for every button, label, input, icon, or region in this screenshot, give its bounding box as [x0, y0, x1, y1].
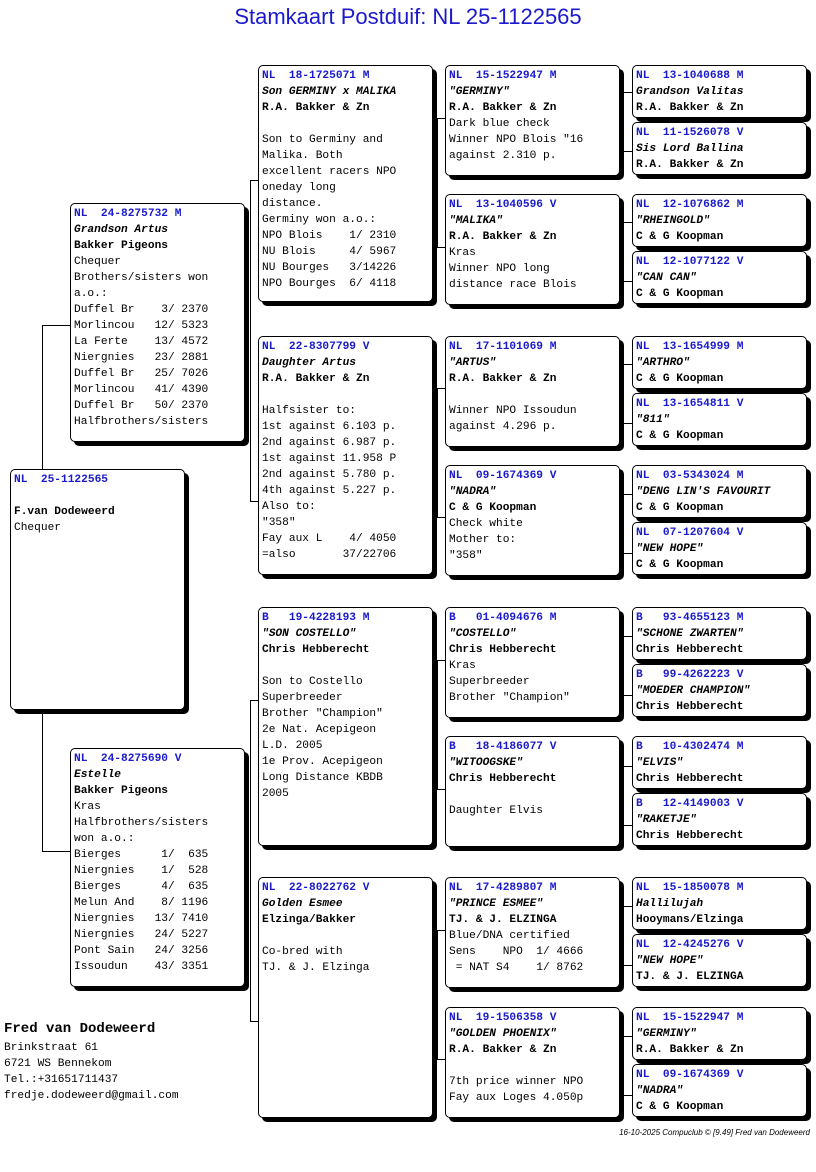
ancestor-8-name: "SCHONE ZWARTEN"	[636, 628, 744, 640]
ancestor-3-name: "CAN CAN"	[636, 272, 697, 284]
grandparent-4-name: "COSTELLO"	[449, 628, 517, 640]
ancestor-8-card	[632, 607, 807, 660]
note-line: Blue/DNA certified	[449, 930, 570, 942]
ancestor-5-card	[632, 393, 807, 446]
ancestor-4-owner: C & G Koopman	[636, 373, 724, 385]
note-line	[449, 787, 616, 803]
ancestor-14-card	[632, 1007, 807, 1060]
note-line: 2nd against 6.987 p.	[262, 437, 397, 449]
ancestor-13-card	[632, 934, 807, 987]
ancestor-7-owner: C & G Koopman	[636, 559, 724, 571]
ancestor-5-name: "811"	[636, 414, 670, 426]
note-line: Superbreeder	[262, 692, 343, 704]
ancestor-14-ring: NL 15-1522947 M	[636, 1012, 744, 1024]
credit-line: 16-10-2025 Compuclub © [9.49] Fred van Dodeweerd	[619, 1128, 810, 1137]
note-line: Co-bred with	[262, 946, 343, 958]
note-line: NU Bourges 3/14226	[262, 262, 397, 274]
note-line: Morlincou 41/ 4390	[74, 384, 209, 396]
ancestor-14-owner: R.A. Bakker & Zn	[636, 1044, 744, 1056]
breeder-name: Fred van Dodeweerd	[4, 1021, 156, 1037]
ancestor-10-owner: Chris Hebberecht	[636, 773, 744, 785]
grandparent-7-owner: R.A. Bakker & Zn	[449, 1044, 557, 1056]
subject-owner: F.van Dodeweerd	[14, 506, 115, 518]
ancestor-15-ring: NL 09-1674369 V	[636, 1069, 744, 1081]
ancestor-14-name: "GERMINY"	[636, 1028, 697, 1040]
note-line: Melun And 8/ 1196	[74, 897, 209, 909]
parent-0-card	[258, 65, 433, 302]
parent-3-ring: NL 22-8022762 V	[262, 882, 370, 894]
ancestor-6-owner: C & G Koopman	[636, 502, 724, 514]
note-line: Brother "Champion"	[262, 708, 383, 720]
subject-name	[14, 488, 181, 504]
grandparent-1-owner: R.A. Bakker & Zn	[449, 231, 557, 243]
note-line: Fay aux Loges 4.050p	[449, 1092, 584, 1104]
grandparent-0-ring: NL 15-1522947 M	[449, 70, 557, 82]
grandparent-7-name: "GOLDEN PHOENIX"	[449, 1028, 557, 1040]
parent-2-name: "SON COSTELLO"	[262, 628, 356, 640]
note-line: Morlincou 12/ 5323	[74, 320, 209, 332]
grandparent-3-owner: C & G Koopman	[449, 502, 537, 514]
note-line: Also to:	[262, 501, 316, 513]
ancestor-2-name: "RHEINGOLD"	[636, 215, 710, 227]
note-line: 1st against 11.958 P	[262, 453, 397, 465]
ancestor-8-ring: B 93-4655123 M	[636, 612, 744, 624]
breeder-info	[4, 1018, 179, 1104]
note-line: Kras	[449, 247, 476, 259]
parent-1-card	[258, 336, 433, 575]
breeder-phone: Tel.:+31651711437	[4, 1074, 119, 1086]
note-line: NPO Blois 1/ 2310	[262, 230, 397, 242]
grandparent-2-owner: R.A. Bakker & Zn	[449, 373, 557, 385]
note-line: Halfbrothers/sisters	[74, 416, 209, 428]
note-line: Sens NPO 1/ 4666	[449, 946, 584, 958]
grandparent-1-card	[445, 194, 620, 305]
note-line: 2005	[262, 788, 289, 800]
note-line	[262, 116, 429, 132]
note-line: Son to Costello	[262, 676, 363, 688]
dam-owner: Bakker Pigeons	[74, 785, 168, 797]
note-line: 7th price winner NPO	[449, 1076, 584, 1088]
breeder-address: Brinkstraat 61	[4, 1042, 98, 1054]
ancestor-10-name: "ELVIS"	[636, 757, 683, 769]
ancestor-7-ring: NL 07-1207604 V	[636, 527, 744, 539]
ancestor-11-ring: B 12-4149003 V	[636, 798, 744, 810]
note-line: a.o.:	[74, 288, 108, 300]
ancestor-1-name: Sis Lord Ballina	[636, 143, 744, 155]
sire-owner: Bakker Pigeons	[74, 240, 168, 252]
ancestor-11-owner: Chris Hebberecht	[636, 830, 744, 842]
note-line: 1st against 6.103 p.	[262, 421, 397, 433]
grandparent-3-name: "NADRA"	[449, 486, 496, 498]
ancestor-10-card	[632, 736, 807, 789]
ancestor-9-card	[632, 664, 807, 717]
grandparent-4-owner: Chris Hebberecht	[449, 644, 557, 656]
sire-card	[70, 203, 245, 442]
ancestor-15-owner: C & G Koopman	[636, 1101, 724, 1113]
grandparent-7-card	[445, 1007, 620, 1118]
note-line: against 2.310 p.	[449, 150, 557, 162]
dam-card	[70, 748, 245, 987]
grandparent-3-ring: NL 09-1674369 V	[449, 470, 557, 482]
dam-ring: NL 24-8275690 V	[74, 753, 182, 765]
parent-2-card	[258, 607, 433, 846]
sire-notes	[74, 254, 241, 430]
ancestor-4-name: "ARTHRO"	[636, 357, 690, 369]
note-line: Daughter Elvis	[449, 805, 543, 817]
grandparent-1-ring: NL 13-1040596 V	[449, 199, 557, 211]
grandparent-0-name: "GERMINY"	[449, 86, 510, 98]
ancestor-0-owner: R.A. Bakker & Zn	[636, 102, 744, 114]
ancestor-4-ring: NL 13-1654999 M	[636, 341, 744, 353]
grandparent-6-ring: NL 17-4289807 M	[449, 882, 557, 894]
note-line: Dark blue check	[449, 118, 550, 130]
note-line: 1e Prov. Acepigeon	[262, 756, 383, 768]
note-line: Niergnies 23/ 2881	[74, 352, 209, 364]
parent-1-owner: R.A. Bakker & Zn	[262, 373, 370, 385]
sire-ring: NL 24-8275732 M	[74, 208, 182, 220]
ancestor-2-owner: C & G Koopman	[636, 231, 724, 243]
ancestor-3-owner: C & G Koopman	[636, 288, 724, 300]
ancestor-13-owner: TJ. & J. ELZINGA	[636, 971, 744, 983]
parent-3-card	[258, 877, 433, 1118]
subject-card	[10, 469, 185, 710]
ancestor-2-ring: NL 12-1076862 M	[636, 199, 744, 211]
note-line: Niergnies 24/ 5227	[74, 929, 209, 941]
grandparent-4-ring: B 01-4094676 M	[449, 612, 557, 624]
grandparent-5-ring: B 18-4186077 V	[449, 741, 557, 753]
ancestor-15-name: "NADRA"	[636, 1085, 683, 1097]
ancestor-11-card	[632, 793, 807, 846]
note-line: Winner NPO Blois "16	[449, 134, 584, 146]
grandparent-0-card	[445, 65, 620, 176]
note-line: Pont Sain 24/ 3256	[74, 945, 209, 957]
note-line: La Ferte 13/ 4572	[74, 336, 209, 348]
grandparent-5-name: "WITOOGSKE"	[449, 757, 523, 769]
note-line: = NAT S4 1/ 8762	[449, 962, 584, 974]
dam-notes	[74, 799, 241, 975]
note-line: against 4.296 p.	[449, 421, 557, 433]
note-line: distance race Blois	[449, 279, 577, 291]
ancestor-5-owner: C & G Koopman	[636, 430, 724, 442]
note-line: Long Distance KBDB	[262, 772, 383, 784]
parent-3-owner: Elzinga/Bakker	[262, 914, 356, 926]
grandparent-7-ring: NL 19-1506358 V	[449, 1012, 557, 1024]
grandparent-6-name: "PRINCE ESMEE"	[449, 898, 543, 910]
note-line: distance.	[262, 198, 323, 210]
grandparent-3-card	[445, 465, 620, 576]
grandparent-2-name: "ARTUS"	[449, 357, 496, 369]
note-line: "358"	[262, 517, 296, 529]
note-line: Winner NPO Issoudun	[449, 405, 577, 417]
ancestor-1-owner: R.A. Bakker & Zn	[636, 159, 744, 171]
note-line: TJ. & J. Elzinga	[262, 962, 370, 974]
note-line: Brothers/sisters won	[74, 272, 209, 284]
note-line: Superbreeder	[449, 676, 530, 688]
note-line: Duffel Br 50/ 2370	[74, 400, 209, 412]
grandparent-6-owner: TJ. & J. ELZINGA	[449, 914, 557, 926]
note-line: Kras	[74, 801, 101, 813]
subject-ring: NL 25-1122565	[14, 474, 108, 486]
parent-0-owner: R.A. Bakker & Zn	[262, 102, 370, 114]
grandparent-4-card	[445, 607, 620, 718]
note-line: Malika. Both	[262, 150, 343, 162]
ancestor-1-ring: NL 11-1526078 V	[636, 127, 744, 139]
ancestor-9-owner: Chris Hebberecht	[636, 701, 744, 713]
note-line: Check white	[449, 518, 523, 530]
ancestor-0-card	[632, 65, 807, 118]
note-line	[262, 928, 429, 944]
note-line: Duffel Br 3/ 2370	[74, 304, 209, 316]
ancestor-3-ring: NL 12-1077122 V	[636, 256, 744, 268]
parent-3-name: Golden Esmee	[262, 898, 343, 910]
parent-0-name: Son GERMINY x MALIKA	[262, 86, 397, 98]
ancestor-1-card	[632, 122, 807, 175]
note-line	[449, 1058, 616, 1074]
ancestor-3-card	[632, 251, 807, 304]
ancestor-6-ring: NL 03-5343024 M	[636, 470, 744, 482]
page-title: Stamkaart Postduif: NL 25-1122565	[234, 4, 582, 29]
note-line: won a.o.:	[74, 833, 135, 845]
note-line: Fay aux L 4/ 4050	[262, 533, 397, 545]
ancestor-15-card	[632, 1064, 807, 1117]
ancestor-11-name: "RAKETJE"	[636, 814, 697, 826]
ancestor-10-ring: B 10-4302474 M	[636, 741, 744, 753]
grandparent-5-owner: Chris Hebberecht	[449, 773, 557, 785]
ancestor-7-card	[632, 522, 807, 575]
grandparent-6-card	[445, 877, 620, 988]
note-line: NU Blois 4/ 5967	[262, 246, 397, 258]
note-line: "358"	[449, 550, 483, 562]
dam-name: Estelle	[74, 769, 121, 781]
note-line: Niergnies 1/ 528	[74, 865, 209, 877]
note-line: =also 37/22706	[262, 549, 397, 561]
note-line: Niergnies 13/ 7410	[74, 913, 209, 925]
note-line: Kras	[449, 660, 476, 672]
ancestor-13-ring: NL 12-4245276 V	[636, 939, 744, 951]
note-line: Halfbrothers/sisters	[74, 817, 209, 829]
note-line: Brother "Champion"	[449, 692, 570, 704]
grandparent-0-owner: R.A. Bakker & Zn	[449, 102, 557, 114]
sire-name: Grandson Artus	[74, 224, 168, 236]
note-line: 4th against 5.227 p.	[262, 485, 397, 497]
grandparent-5-card	[445, 736, 620, 847]
note-line: Mother to:	[449, 534, 517, 546]
note-line	[262, 658, 429, 674]
ancestor-8-owner: Chris Hebberecht	[636, 644, 744, 656]
parent-1-ring: NL 22-8307799 V	[262, 341, 370, 353]
note-line: 2e Nat. Acepigeon	[262, 724, 377, 736]
parent-2-owner: Chris Hebberecht	[262, 644, 370, 656]
ancestor-12-name: Hallilujah	[636, 898, 704, 910]
note-line	[449, 387, 616, 403]
ancestor-7-name: "NEW HOPE"	[636, 543, 704, 555]
ancestor-0-ring: NL 13-1040688 M	[636, 70, 744, 82]
ancestor-9-name: "MOEDER CHAMPION"	[636, 685, 751, 697]
grandparent-1-name: "MALIKA"	[449, 215, 503, 227]
note-line: L.D. 2005	[262, 740, 323, 752]
breeder-email: fredje.dodeweerd@gmail.com	[4, 1090, 179, 1102]
note-line: Germiny won a.o.:	[262, 214, 377, 226]
note-line: Bierges 1/ 635	[74, 849, 209, 861]
grandparent-2-card	[445, 336, 620, 447]
parent-0-ring: NL 18-1725071 M	[262, 70, 370, 82]
grandparent-2-ring: NL 17-1101069 M	[449, 341, 557, 353]
subject-line: Chequer	[14, 522, 61, 534]
note-line: Winner NPO long	[449, 263, 550, 275]
note-line: Son to Germiny and	[262, 134, 383, 146]
note-line	[262, 387, 429, 403]
ancestor-2-card	[632, 194, 807, 247]
ancestor-12-ring: NL 15-1850078 M	[636, 882, 744, 894]
ancestor-13-name: "NEW HOPE"	[636, 955, 704, 967]
parent-2-ring: B 19-4228193 M	[262, 612, 370, 624]
ancestor-4-card	[632, 336, 807, 389]
note-line: oneday long	[262, 182, 336, 194]
note-line: excellent racers NPO	[262, 166, 397, 178]
breeder-city: 6721 WS Bennekom	[4, 1058, 112, 1070]
note-line: Halfsister to:	[262, 405, 356, 417]
ancestor-12-owner: Hooymans/Elzinga	[636, 914, 744, 926]
ancestor-12-card	[632, 877, 807, 930]
parent-1-name: Daughter Artus	[262, 357, 356, 369]
ancestor-9-ring: B 99-4262223 V	[636, 669, 744, 681]
ancestor-6-name: "DENG LIN'S FAVOURIT	[636, 486, 771, 498]
note-line: 2nd against 5.780 p.	[262, 469, 397, 481]
ancestor-5-ring: NL 13-1654811 V	[636, 398, 744, 410]
note-line: Duffel Br 25/ 7026	[74, 368, 209, 380]
ancestor-6-card	[632, 465, 807, 518]
ancestor-0-name: Grandson Valitas	[636, 86, 744, 98]
note-line: Bierges 4/ 635	[74, 881, 209, 893]
note-line: NPO Bourges 6/ 4118	[262, 278, 397, 290]
note-line: Issoudun 43/ 3351	[74, 961, 209, 973]
note-line: Chequer	[74, 256, 121, 268]
